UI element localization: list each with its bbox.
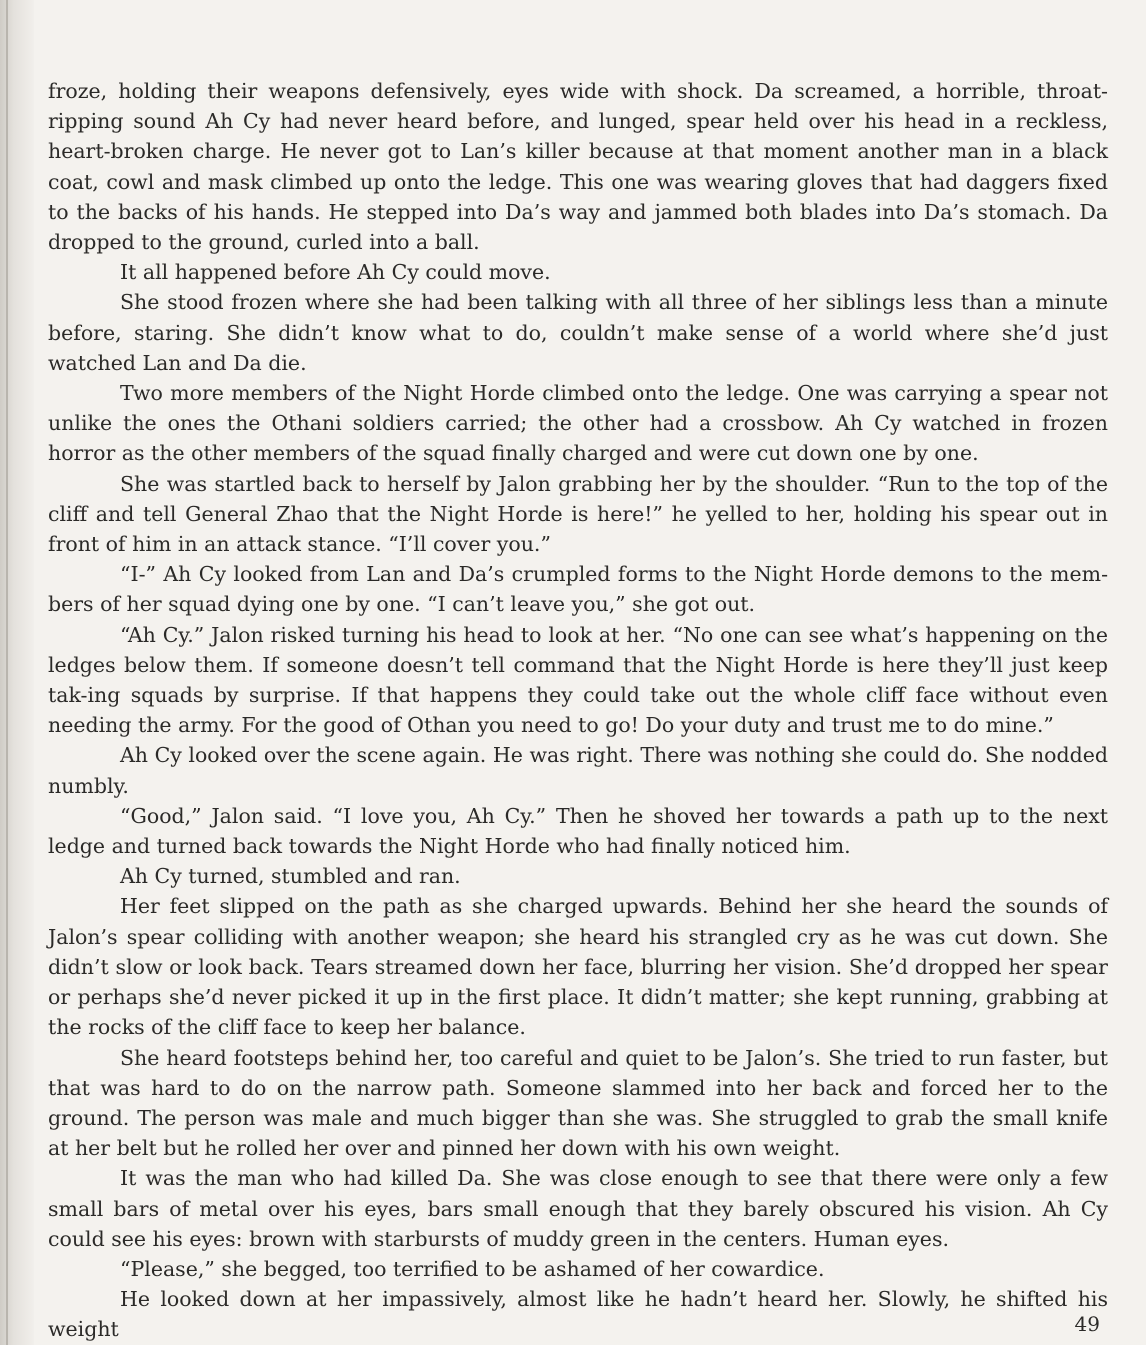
paragraph-9: “Good,” Jalon said. “I love you, Ah Cy.” Then he shoved her towards a path up to the next ledge and turned back towards the Night Horde who had finally noticed him. bbox=[48, 803, 1108, 859]
paragraph-14: “Please,” she begged, too terrified to be ashamed of her cowardice. bbox=[120, 1256, 825, 1281]
page-body bbox=[48, 76, 1108, 1345]
paragraph-8: Ah Cy looked over the scene again. He was right. There was nothing she could do. She nodded numbly. bbox=[48, 743, 1108, 798]
paragraph-6: “I-” Ah Cy looked from Lan and Da’s crumpled forms to the Night Horde demons to the mem-bers of her squad dying one by one. “I can’t leave you,” she got out. bbox=[48, 562, 1108, 617]
paragraph-15: He looked down at her impassively, almost like he hadn’t heard her. Slowly, he shifted his weight bbox=[48, 1287, 1108, 1342]
paragraph-1: froze, holding their weapons defensively, eyes wide with shock. Da screamed, a horrible, throat-ripping sound Ah Cy had never heard before, and lunged, spear held over his head in a reckless, heart-broken charge. He never got to Lan’s killer because at that moment another man in a black coat, cowl and mask climbed up onto the ledge. This one was wearing gloves that had daggers fixed to the backs of his hands. He stepped into Da’s way and jammed both blades into Da’s stomach. Da dropped to the ground, curled into a ball. bbox=[48, 79, 1108, 255]
paragraph-4: Two more members of the Night Horde climbed onto the ledge. One was carrying a spear not unlike the ones the Othani soldiers carried; the other had a crossbow. Ah Cy watched in frozen horror as the other members of the squad finally charged and were cut down one by one. bbox=[48, 381, 1108, 466]
paragraph-2: It all happened before Ah Cy could move. bbox=[120, 260, 551, 285]
paragraph-13: It was the man who had killed Da. She was close enough to see that there were only a few small bars of metal over his eyes, bars small enough that they barely obscured his vision. Ah Cy could see his eyes: brown with starbursts of muddy green in the centers. Human eyes. bbox=[48, 1166, 1108, 1251]
page-number: 49 bbox=[1074, 1312, 1100, 1336]
book-spine-line bbox=[6, 0, 8, 1345]
paragraph-3: She stood frozen where she had been talking with all three of her siblings less than a minute before, staring. She didn’t know what to do, couldn’t make sense of a world where she’d just watched Lan and Da die. bbox=[48, 290, 1108, 375]
paragraph-12: She heard footsteps behind her, too careful and quiet to be Jalon’s. She tried to run faster, but that was hard to do on the narrow path. Someone slammed into her back and forced her to the ground. The person was male and much bigger than she was. She struggled to grab the small knife at her belt but he rolled her over and pinned her down with his own weight. bbox=[48, 1045, 1108, 1161]
paragraph-11: Her feet slipped on the path as she charged upwards. Behind her she heard the sounds of Jalon’s spear colliding with another weapon; she heard his strangled cry as he was cut down. She didn’t slow or look back. Tears streamed down her face, blurring her vision. She’d dropped her spear or perhaps she’d never picked it up in the first place. It didn’t matter; she kept running, grabbing at the rocks of the cliff face to keep her balance. bbox=[48, 894, 1108, 1040]
paragraph-10: Ah Cy turned, stumbled and ran. bbox=[120, 864, 461, 889]
paragraph-7: “Ah Cy.” Jalon risked turning his head to look at her. “No one can see what’s happening on the ledges below them. If someone doesn’t tell command that the Night Horde is here they’ll just keep tak-ing squads by surprise. If that happens they could take out the whole cliff face without even needing the army. For the good of Othan you need to go! Do your duty and trust me to do mine.” bbox=[48, 622, 1108, 738]
paragraph-5: She was startled back to herself by Jalon grabbing her by the shoulder. “Run to the top of the cliff and tell General Zhao that the Night Horde is here!” he yelled to her, holding his spear out in front of him in an attack stance. “I’ll cover you.” bbox=[48, 471, 1108, 557]
